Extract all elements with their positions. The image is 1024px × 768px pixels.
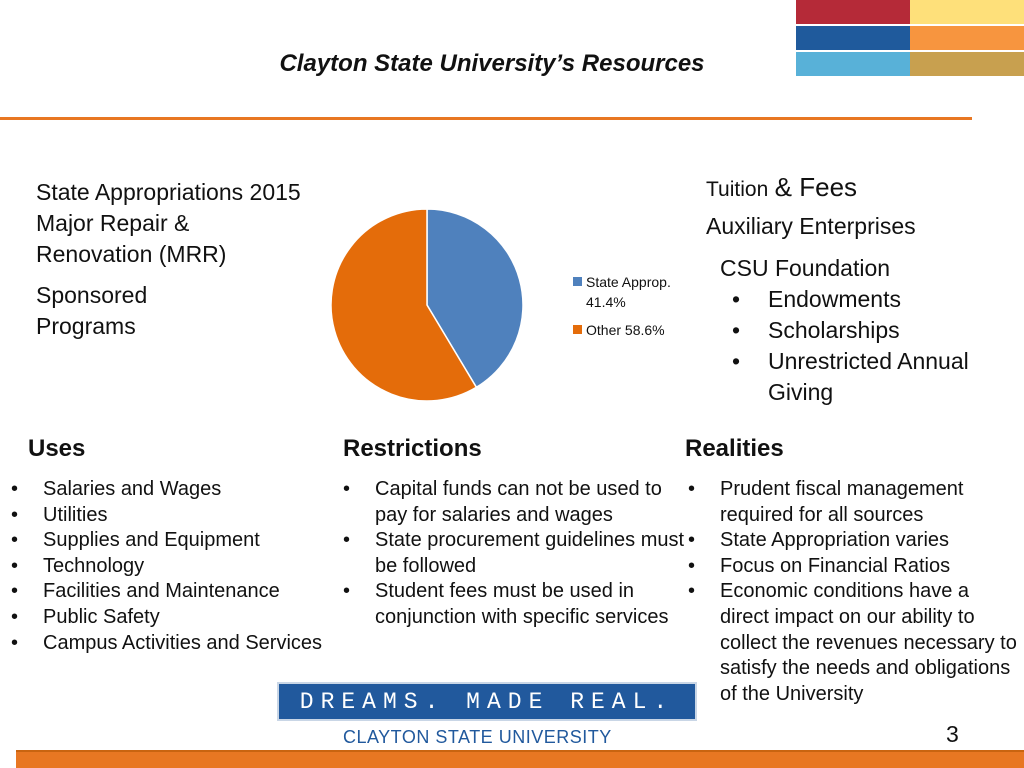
pie-legend <box>573 272 671 348</box>
resource-auxiliary: Auxiliary Enterprises <box>706 213 916 239</box>
resource-mrr-line1: Major Repair & <box>36 210 190 236</box>
resource-mrr-line2: Renovation (MRR) <box>36 241 227 267</box>
title-rule <box>0 117 972 120</box>
restrictions-list <box>343 477 688 631</box>
legend-swatch-blue <box>573 277 582 286</box>
page-number: 3 <box>946 721 959 747</box>
list-item: • Campus Activities and Services <box>11 631 346 657</box>
list-item: • Focus on Financial Ratios <box>688 554 1018 580</box>
slide-title: Clayton State University’s Resources <box>279 50 705 77</box>
legend-value-state-approp: 41.4% <box>586 294 626 310</box>
deco-block-red <box>796 0 910 24</box>
foundation-item: • Scholarships <box>732 317 900 343</box>
uses-list <box>11 477 346 656</box>
deco-block-orange <box>910 26 1024 50</box>
resource-csu-foundation: CSU Foundation <box>720 255 891 281</box>
university-wordmark: CLAYTON STATE UNIVERSITY <box>343 727 612 747</box>
foundation-item: • Endowments <box>732 286 901 312</box>
resource-state-appropriations: State Appropriations 2015 <box>36 179 301 205</box>
legend-swatch-orange <box>573 325 582 334</box>
resource-fees: & Fees <box>774 172 858 202</box>
list-item: • Salaries and Wages <box>11 477 346 503</box>
list-item: • Student fees must be used in conjunction with specific services <box>343 579 688 630</box>
list-item: • Public Safety <box>11 605 346 631</box>
legend-label-state-approp: State Approp. <box>586 274 671 290</box>
left-resources <box>36 177 301 342</box>
dreams-made-real-banner: DREAMS. MADE REAL. <box>277 682 697 721</box>
legend-label-other: Other 58.6% <box>586 322 665 338</box>
bottom-accent-bar <box>16 750 1024 768</box>
foundation-item: Giving <box>768 379 834 405</box>
resources-pie-chart <box>326 204 528 406</box>
resource-tuition: Tuition <box>706 178 769 201</box>
deco-block-blue <box>796 26 910 50</box>
legend-item-other <box>573 320 671 340</box>
realities-list <box>688 477 1018 707</box>
list-item: • Economic conditions have a direct impact on our ability to collect the revenues necessary to satisfy the needs and obligations of the University <box>688 579 1018 707</box>
list-item: • State Appropriation varies <box>688 528 1018 554</box>
legend-item-state-approp <box>573 272 671 312</box>
restrictions-heading: Restrictions <box>343 435 482 462</box>
right-resources <box>706 172 969 408</box>
foundation-item: • Unrestricted Annual <box>732 348 969 374</box>
list-item: • Technology <box>11 554 346 580</box>
resource-sponsored-line2: Programs <box>36 313 136 339</box>
resource-sponsored-line1: Sponsored <box>36 282 148 308</box>
list-item: • Capital funds can not be used to pay for salaries and wages <box>343 477 688 528</box>
deco-block-yellow <box>910 0 1024 24</box>
resource-tuition-fees <box>706 172 969 205</box>
realities-heading: Realities <box>685 435 784 462</box>
list-item: • Facilities and Maintenance <box>11 579 346 605</box>
uses-heading: Uses <box>28 435 86 462</box>
list-item: • Utilities <box>11 503 346 529</box>
list-item: • State procurement guidelines must be followed <box>343 528 688 579</box>
list-item: • Supplies and Equipment <box>11 528 346 554</box>
list-item: • Prudent fiscal management required for all sources <box>688 477 1018 528</box>
